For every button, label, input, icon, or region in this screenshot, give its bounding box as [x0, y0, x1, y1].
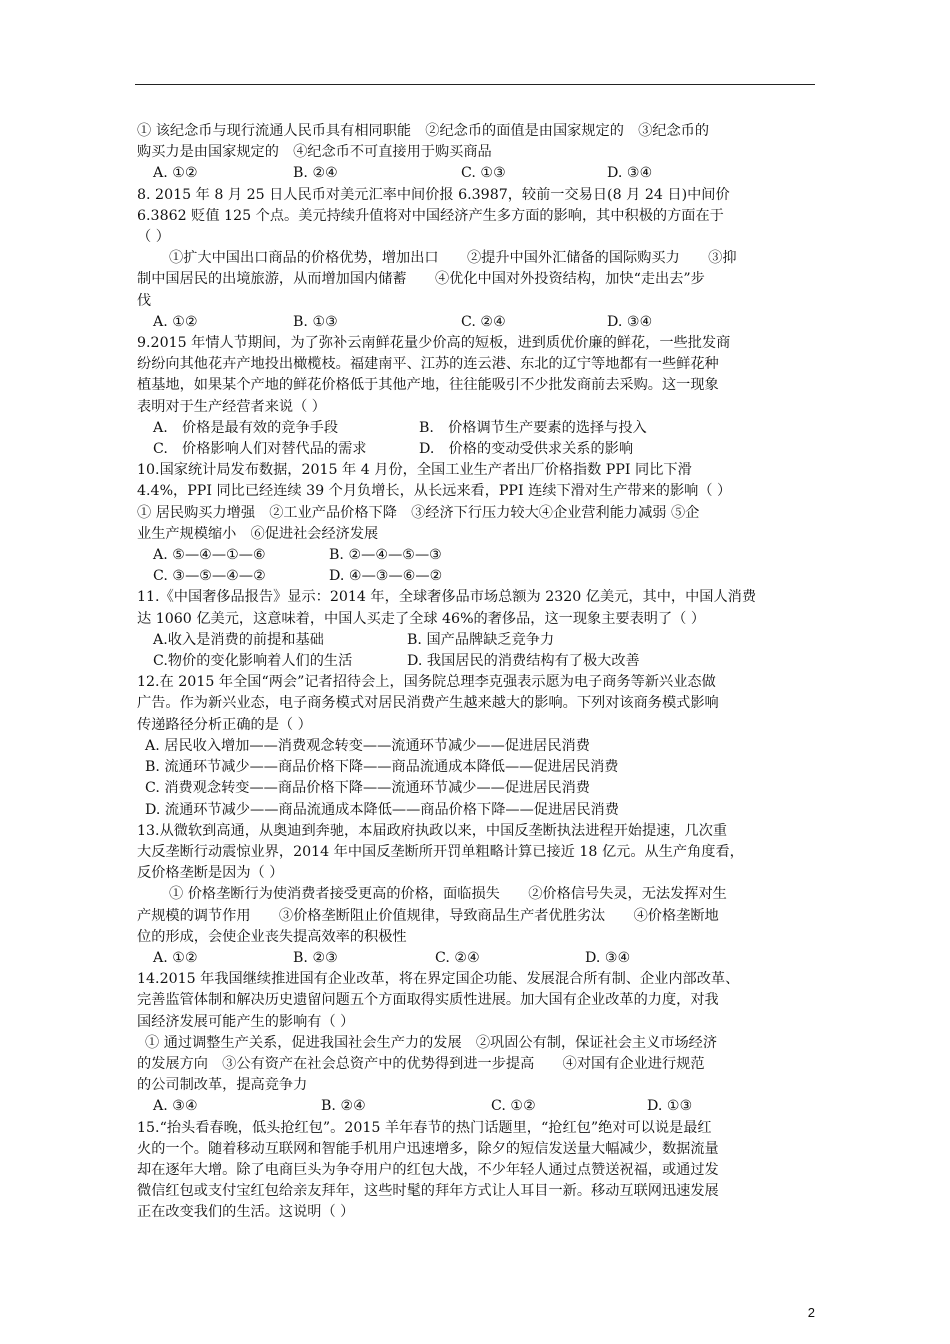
q7-option-c: C. ①③ [461, 165, 506, 182]
q12-line2: 广告。作为新兴业态，电子商务模式对居民消费产生越来越大的影响。下列对该商务模式影响 [137, 695, 719, 712]
q13-option-b: B. ②③ [293, 949, 338, 966]
q14-line6: 的公司制改革，提高竞争力 [137, 1077, 308, 1094]
q8-line2: 6.3862 贬值 125 个点。美元持续升值将对中国经济产生多方面的影响，其中积极的方面在于 [137, 207, 724, 224]
q11-line2: 达 1060 亿美元，这意味着，中国人买走了全球 46%的奢侈品，这一现象主要表明了（ ） [137, 610, 706, 627]
page-number: 2 [807, 1305, 815, 1320]
q15-line1: 15.“抬头看春晚，低头抢红包”。2015 羊年春节的热门话题里，“抢红包”绝对可以说是最红 [137, 1119, 712, 1136]
q8-line3: （ ） [137, 229, 170, 246]
q8-line4: ①扩大中国出口商品的价格优势，增加出口 ②提升中国外汇储备的国际购买力 ③抑 [169, 250, 737, 267]
q8-option-c: C. ②④ [461, 313, 506, 330]
q9-options-cd [137, 439, 817, 460]
q8-option-d: D. ③④ [607, 313, 653, 330]
q14-option-d: D. ①③ [647, 1098, 693, 1115]
q10-option-d: D. ④—③—⑥—② [329, 568, 443, 585]
q12-option-c: C. 消费观念转变——商品价格下降——流通环节减少——促进居民消费 [145, 780, 590, 797]
document-body [137, 121, 817, 1224]
q11-options-ab [137, 630, 817, 651]
q8-line5: 制中国居民的出境旅游，从而增加国内储蓄 ④优化中国对外投资结构，加快“走出去”步 [137, 271, 705, 288]
q11-option-d: D. 我国居民的消费结构有了极大改善 [407, 653, 640, 670]
q10-line2: 4.4%，PPI 同比已经连续 39 个月负增长，从长远来看，PPI 连续下滑对生产带来的影响（ ） [137, 483, 732, 500]
q10-line1: 10.国家统计局发布数据，2015 年 4 月份，全国工业生产者出厂价格指数 PPI 同比下滑 [137, 462, 692, 479]
q15-line2: 火的一个。随着移动互联网和智能手机用户迅速增多，除夕的短信发送量大幅减少，数据流量 [137, 1140, 719, 1157]
q13-option-c: C. ②④ [435, 949, 480, 966]
q10-options-cd [137, 566, 817, 587]
q7-line2: 购买力是由国家规定的 ④纪念币不可直接用于购买商品 [137, 144, 492, 161]
q12-option-b: B. 流通环节减少——商品价格下降——商品流通成本降低——促进居民消费 [145, 759, 619, 776]
q14-line5: 的发展方向 ③公有资产在社会总资产中的优势得到进一步提高 ④对国有企业进行规范 [137, 1055, 705, 1072]
q9-options-ab [137, 418, 817, 439]
q13-line2: 大反垄断行动震惊业界，2014 年中国反垄断所开罚单粗略计算已接近 18 亿元。从生产角度看， [137, 843, 744, 860]
q14-option-c: C. ①② [491, 1098, 536, 1115]
q7-option-b: B. ②④ [293, 165, 338, 182]
header-rule [135, 84, 815, 85]
q13-option-a: A. ①② [153, 949, 198, 966]
q10-option-c: C. ③—⑤—④—② [153, 568, 266, 585]
q10-line4: 业生产规模缩小 ⑥促进社会经济发展 [137, 525, 379, 542]
q15-line4: 微信红包或支付宝红包给亲友拜年，这些时髦的拜年方式让人耳目一新。移动互联网迅速发展 [137, 1183, 719, 1200]
q10-option-b: B. ②—④—⑤—③ [329, 547, 442, 564]
q8-options [137, 312, 817, 333]
q7-options [137, 163, 817, 184]
q9-line3: 植基地，如果某个产地的鲜花价格低于其他产地，往往能吸引不少批发商前去采购。这一现象 [137, 377, 719, 394]
q9-line1: 9.2015 年情人节期间，为了弥补云南鲜花量少价高的短板，进到质优价廉的鲜花，一些批发商 [137, 335, 731, 352]
q9-line4: 表明对于生产经营者来说（ ） [137, 398, 326, 415]
q8-line1: 8. 2015 年 8 月 25 日人民币对美元汇率中间价报 6.3987，较前一交易日(8 月 24 日)中间价 [137, 186, 730, 203]
q9-option-b: B. 价格调节生产要素的选择与投入 [419, 419, 647, 436]
q11-option-a: A.收入是消费的前提和基础 [153, 631, 324, 648]
q13-line5: 产规模的调节作用 ③价格垄断阻止价值规律，导致商品生产者优胜劣汰 ④价格垄断地 [137, 907, 719, 924]
q12-option-a: A. 居民收入增加——消费观念转变——流通环节减少——促进居民消费 [145, 737, 590, 754]
q8-option-a: A. ①② [153, 313, 198, 330]
q13-line1: 13.从微软到高通，从奥迪到奔驰，本届政府执政以来，中国反垄断执法进程开始提速，几次重 [137, 822, 728, 839]
q15-line3: 却在逐年大增。除了电商巨头为争夺用户的红包大战，不少年轻人通过点赞送祝福，或通过发 [137, 1161, 719, 1178]
q12-option-d: D. 流通环节减少——商品流通成本降低——商品价格下降——促进居民消费 [145, 801, 619, 818]
q7-option-a: A. ①② [153, 165, 198, 182]
q9-option-a: A. 价格是最有效的竞争手段 [153, 419, 339, 436]
q14-line4: ① 通过调整生产关系，促进我国社会生产力的发展 ②巩固公有制，保证社会主义市场经济 [145, 1034, 718, 1051]
q13-line4: ① 价格垄断行为使消费者接受更高的价格，面临损失 ②价格信号失灵，无法发挥对生 [169, 886, 727, 903]
q9-option-c: C. 价格影响人们对替代品的需求 [153, 441, 367, 458]
q14-options [137, 1096, 817, 1117]
q7-option-d: D. ③④ [607, 165, 653, 182]
q11-option-c: C.物价的变化影响着人们的生活 [153, 653, 353, 670]
q9-line2: 纷纷向其他花卉产地投出橄榄枝。福建南平、江苏的连云港、东北的辽宁等地都有一些鲜花种 [137, 356, 719, 373]
q12-line1: 12.在 2015 年全国“两会”记者招待会上，国务院总理李克强表示愿为电子商务等新兴业态做 [137, 674, 716, 691]
q11-option-b: B. 国产品牌缺乏竞争力 [407, 631, 555, 648]
q7-line1: ① 该纪念币与现行流通人民币具有相同职能 ②纪念币的面值是由国家规定的 ③纪念币的 [137, 123, 710, 139]
q11-options-cd [137, 651, 817, 672]
q14-line1: 14.2015 年我国继续推进国有企业改革，将在界定国企功能、发展混合所有制、企业内部改革、 [137, 971, 740, 988]
q11-line1: 11.《中国奢侈品报告》显示：2014 年，全球奢侈品市场总额为 2320 亿美元，其中，中国人消费 [137, 589, 757, 606]
q13-option-d: D. ③④ [585, 949, 631, 966]
q13-line6: 位的形成，会使企业丧失提高效率的积极性 [137, 928, 407, 945]
q12-line3: 传递路径分析正确的是（ ） [137, 716, 312, 733]
q14-option-b: B. ②④ [321, 1098, 366, 1115]
q14-option-a: A. ③④ [153, 1098, 198, 1115]
q8-line6: 伐 [137, 292, 152, 309]
q10-options-ab [137, 545, 817, 566]
q14-line3: 国经济发展可能产生的影响有（ ） [137, 1013, 355, 1030]
q13-line3: 反价格垄断是因为（ ） [137, 865, 284, 882]
q14-line2: 完善监管体制和解决历史遗留问题五个方面取得实质性进展。加大国有企业改革的力度，对我 [137, 992, 719, 1009]
q8-option-b: B. ①③ [293, 313, 338, 330]
q10-line3: ① 居民购买力增强 ②工业产品价格下降 ③经济下行压力较大④企业营利能力减弱 ⑤企 [137, 504, 700, 521]
q15-line5: 正在改变我们的生活。这说明（ ） [137, 1204, 355, 1221]
q10-option-a: A. ⑤—④—①—⑥ [153, 547, 266, 564]
q13-options [137, 948, 817, 969]
q9-option-d: D. 价格的变动受供求关系的影响 [419, 441, 634, 458]
